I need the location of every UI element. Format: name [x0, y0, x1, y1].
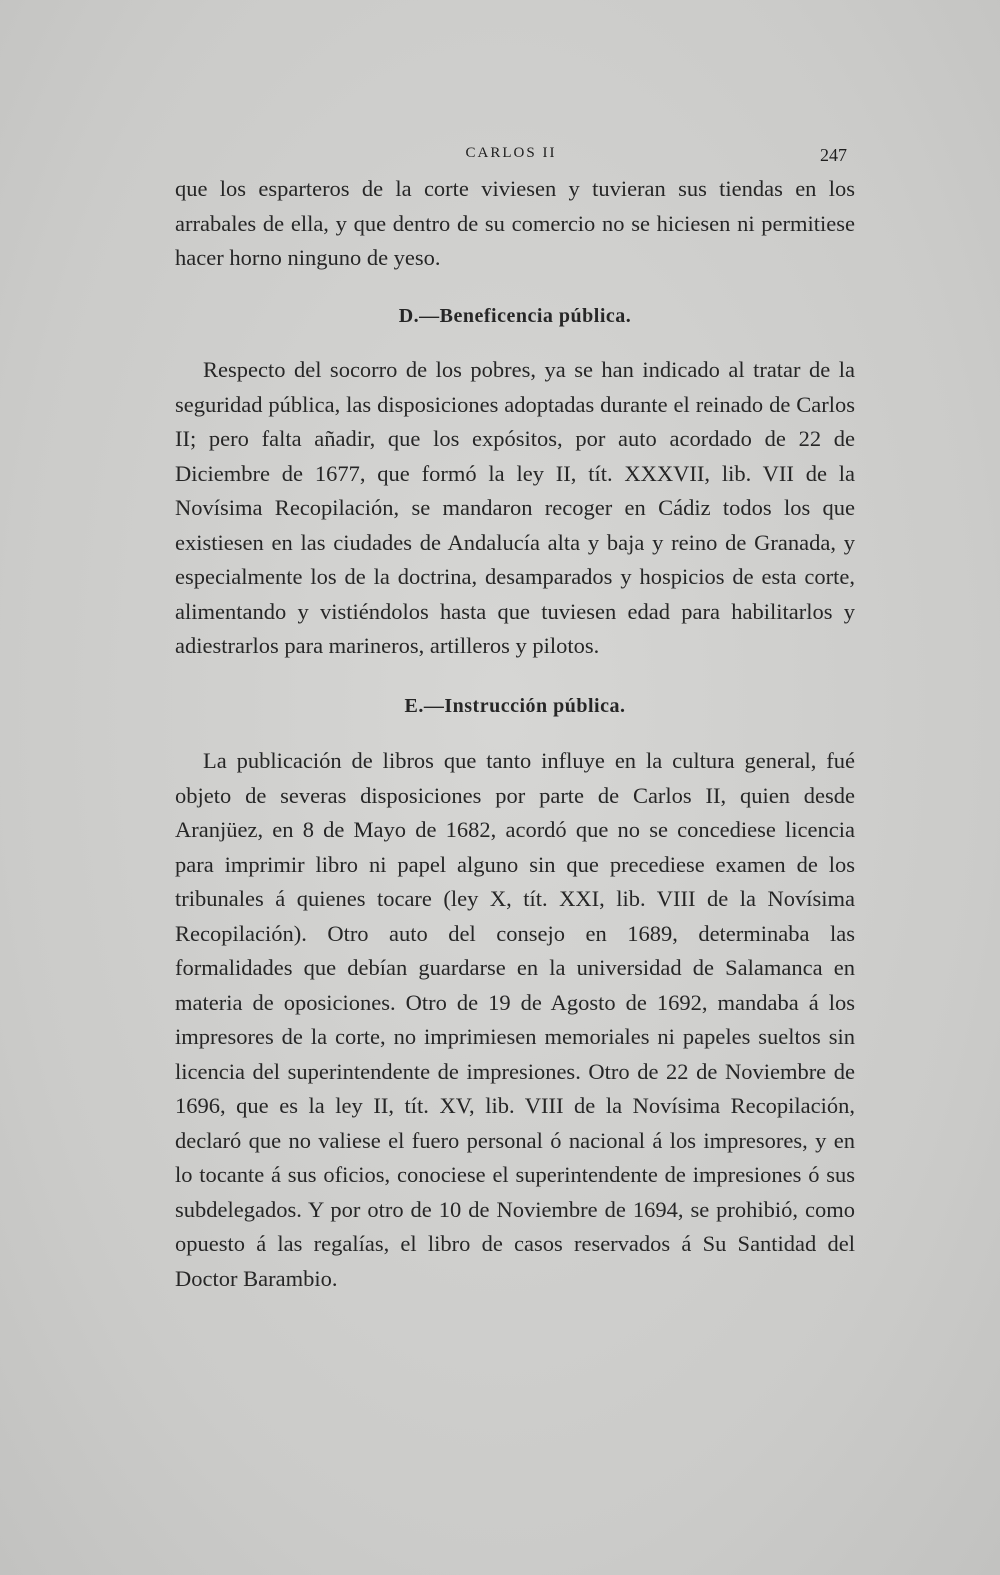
section-heading-instruccion: E.—Instrucción pública. — [404, 694, 626, 717]
paragraph-continuation: que los esparteros de la corte viviesen y tuvieran sus tiendas en los arrabales de ella, y que dentro de su comercio no se hiciesen ni permitiese hacer horno ninguno de yeso. — [175, 176, 855, 270]
paragraph-beneficencia: Respecto del socorro de los pobres, ya se han indicado al tratar de la seguridad pública, las disposiciones adoptadas durante el reinado de Carlos II; pero falta añadir, que los expósitos, por auto acordado de 22 de Diciembre de 1677, que formó la ley II, tít. XXXVII, lib. VII de la Novísima Recopilación, se mandaron recoger en Cádiz todos los que existiesen en las ciudades de Andalucía alta y baja y reino de Granada, y especialmente los de la doctrina, desamparados y hospicios de esta corte, alimentando y vistiéndolos hasta que tuviesen edad para habilitarlos y adiestrarlos para marineros, artilleros y pilotos. — [175, 357, 855, 658]
paragraph-instruccion: La publicación de libros que tanto influye en la cultura general, fué objeto de severas disposiciones por parte de Carlos II, quien desde Aranjüez, en 8 de Mayo de 1682, acordó que no se concediese licencia para imprimir libro ni papel alguno sin que precediese examen de los tribunales á quienes tocare (ley X, tít. XXI, lib. VIII de la Novísima Recopilación). Otro auto del consejo en 1689, determinaba las formalidades que debían guardarse en la universidad de Salamanca en materia de oposiciones. Otro de 19 de Agosto de 1692, mandaba á los impresores de la corte, no imprimiesen memoriales ni papeles sueltos sin licencia del superintendente de impresiones. Otro de 22 de Noviembre de 1696, que es la ley II, tít. XV, lib. VIII de la Novísima Recopilación, declaró que no valiese el fuero personal ó nacional á los impresores, y en lo tocante á sus oficios, conociese el superintendente de impresiones ó sus subdelegados. Y por otro de 10 de Noviembre de 1694, se prohibió, como opuesto á las regalías, el libro de casos reservados á Su Santidad del Doctor Barambio. — [175, 748, 855, 1291]
section-heading-beneficencia: D.—Beneficencia pública. — [398, 304, 632, 327]
running-header — [175, 145, 847, 167]
body-text — [175, 172, 855, 1296]
page-number: 247 — [820, 145, 847, 165]
running-title: CARLOS II — [465, 145, 557, 161]
